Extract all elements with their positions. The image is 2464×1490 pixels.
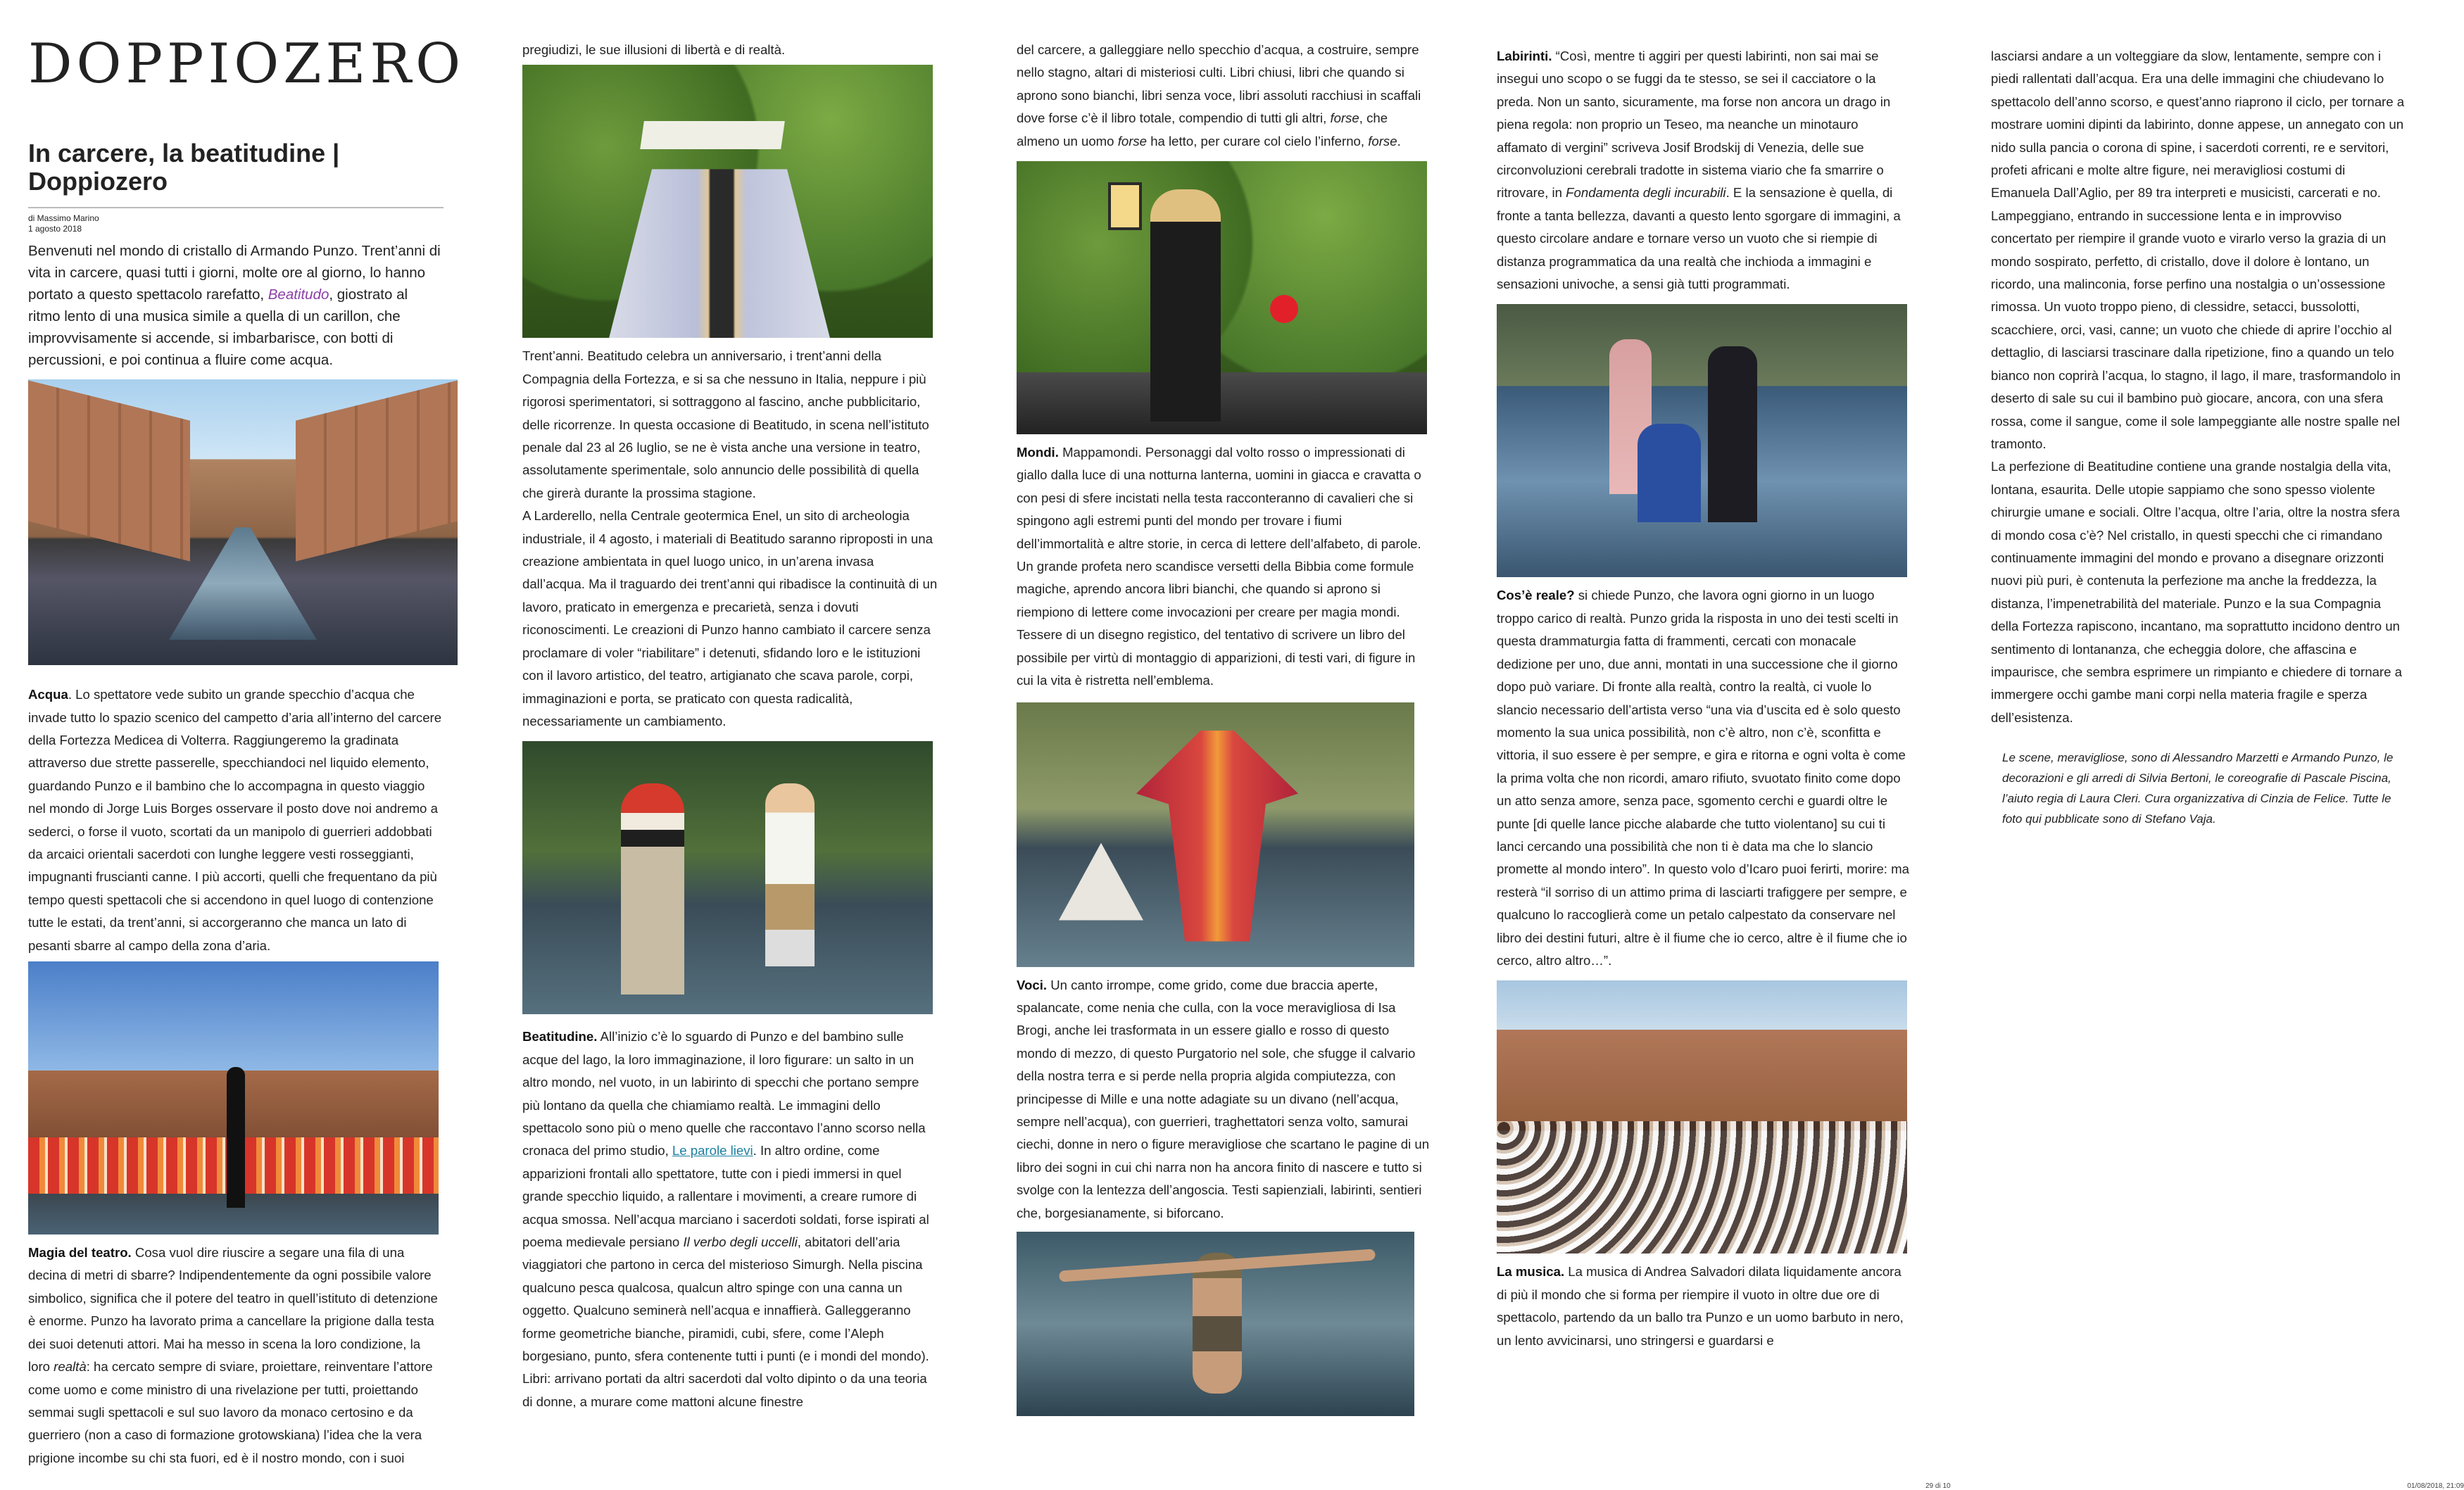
intro-paragraph: Benvenuti nel mondo di cristallo di Armando Punzo. Trent’anni di vita in carcere, quasi tutti i giorni, molte ore al giorno, lo hanno portato a questo spettacolo rarefatto, Beatitudo, giostrato al ritmo lento di una musica simile a quella di un carillon, che improvvisamente si accende, si imbarbarisce, con botti di percussioni, e poi continua a fluire come acqua. [28, 243, 441, 369]
site-logo[interactable]: DOPPIOZERO [28, 32, 465, 96]
column-2-continuation: pregiudizi, le sue illusioni di libertà e di realtà. [522, 42, 786, 57]
beatitudine-paragraph: Beatitudine. All’inizio c’è lo sguardo di Punzo e del bambino sulle acque del lago, la loro immaginazione, il loro figurare: un salto in un altro mondo, nel vuoto, in un labirinto di specchi che portano sempre più lontano da quella che chiamiamo realtà. Le immagini dello spettacolo sono più o meno quelle che raccontavo l’anno scorso nella cronaca del primo studio, Le parole lievi. In altro ordine, come apparizioni frontali allo spettatore, tutte con i piedi immersi in quel grande specchio liquido, a rallentare i movimenti, a creare rumore di acqua smossa. Nell’acqua marciano i sacerdoti soldati, forse ispirati al poema medievale persiano Il verbo degli uccelli, abitatori dell’aria viaggiatori che partono in cerca del misterioso Simurgh. Nella piscina qualcuno pesca qualcosa, qualcun altro spinge con una canna un oggetto. Qualcuno seminerà nell’acqua e innaffierà. Galleggeranno forme geometriche bianche, piramidi, cubi, sfere, come l’Aleph borgesiano, punto, sfera contenente tutti i punti (e i mondi del mondo). Libri: arrivano portati da altri sacerdoti dal volto dipinto o da una teoria di donne, a murare come mattoni alcune finestre [522, 1029, 929, 1409]
reale-paragraph: Cos’è reale? si chiede Punzo, che lavora ogni giorno in un luogo troppo carico di realtà. Punzo grida la risposta in uno dei testi scelti in questa drammaturgia fatta di frammenti, cercati con monacale dedizione per uno, due anni, montati in una successione che il giorno dopo può variare. Di fronte alla realtà, contro la realtà, ci vuole lo slancio necessario dell’artista verso “una via d’uscita ed è solo questo momento la sua unica possibilità, non c’è altro, non c’è, sconfitta e vittoria, il suo essere è per sempre, e gira e ritorna e ogni volta è come la prima volta che non ricordi, amaro rifiuto, svuotato finito come dopo un atto senza amore, senza pace, sgomento cerchi e guardi oltre le punte [di quelle lance picche alabarde che tutto violentano] su cui ti lanci cercando una possibilità che non ti è data ma che lo slancio promette al mondo intero”. In questo volo d’Icaro puoi ferirti, morire: ma resterà “il sorriso di un attimo prima di lasciarti trafiggere per sempre, e qualcuno lo raccoglierà come un petalo calpestato da conservare nel libro dei destini futuri, altre è il fiume che io cerco, altre è il fiume che io cerco, altro altro…”. [1497, 588, 1909, 968]
column-2 [522, 0, 938, 1413]
column-5-continuation: lasciarsi andare a un volteggiare da slow, lentamente, sempre con i piedi rallentati dall’acqua. Era una delle immagini che chiudevano lo spettacolo dell’anno scorso, e quest’anno riaprono il ciclo, per tornare a mostrare uomini dipinti da labirinto, donne appese, un annegato con un nido sulla pancia o corona di spine, i sacerdoti correnti, re e servitori, profeti africani e molte altre figure, nei meravigliosi costumi di Emanuela Dall’Aglio, per 89 tra interpreti e musicisti, carcerati e no. Lampeggiano, entrando in successione lenta e in improvviso concertato per riempire il grande vuoto e virarlo verso la grazia di un mondo sospirato, perfetto, di cristallo, dove il dolore è lontano, un ricordo, una malinconia, forse perfino una nostalgia o un’ossessione rimossa. Un vuoto troppo pieno, di clessidre, setacci, bussolotti, scacchiere, orci, vasi, canne; un vuoto che chiede di aprire l’occhio al dettaglio, di lasciarsi trascinare dalla ripetizione, fino a quando un telo bianco non coprirà l’acqua, lo stagno, il lago, il mare, trasformandolo in deserto di sale su cui il bambino può giocare, ancora, con una sfera rossa, come il sangue, come il sole lampeggiante alle nostre spalle nel tramonto. [1991, 49, 2405, 451]
labirinti-paragraph: Labirinti. “Così, mentre ti aggiri per questi labirinti, non sai mai se insegui uno scopo o se fuggi da te stesso, se sei il cacciatore o la preda. Non un santo, sicuramente, ma forse non ancora un drago in piena regola: non proprio un Teseo, ma neanche un minotauro affamato di vergini” scriveva Josif Brodskij di Venezia, delle sue circonvoluzioni cerebrali tradotte in sistema viario che fa smarrire o ritrovare, in Fondamenta degli incurabili. E la sensazione è quella, di fronte a tanta bellezza, davanti a questo lento sgorgare di immagini, a questo circolare andare e tornare verso un vuoto che si riempie di distanza programmatica da una realtà che inchioda a immagini e sensazioni univoche, a sensi già tutti programmati. [1497, 49, 1901, 292]
column-5 [1991, 0, 2406, 829]
le-parole-lievi-link[interactable]: Le parole lievi [672, 1143, 753, 1158]
photo-courtyard-water [28, 379, 458, 665]
photo-women-in-water [1497, 304, 1907, 577]
article-title: In carcere, la beatitudine | Doppiozero [28, 139, 340, 196]
photo-credits: Le scene, meravigliose, sono di Alessandro Marzetti e Armando Punzo, le decorazioni e gli arredi di Silvia Bertoni, le coreografie di Pascale Piscina, l’aiuto regia di Laura Cleri. Cura organizzativa di Cinzia de Felice. Tutte le foto qui pubblicate sono di Stefano Vaja. [2002, 751, 2394, 826]
article-meta [28, 213, 444, 234]
photo-audience-courtyard [1497, 980, 1907, 1254]
page-number: 29 di 10 [1925, 1482, 1951, 1490]
title-divider [28, 207, 444, 208]
article-author: di Massimo Marino [28, 213, 99, 224]
column-3 [1017, 0, 1432, 1416]
magia-paragraph: Magia del teatro. Cosa vuol dire riuscire a segare una fila di una decina di metri di sbarre? Indipendentemente da ogni possibile valore simbolico, significa che il potere del teatro in quell’istituto di detenzione è enorme. Punzo ha lavorato prima a cancellare la prigione dalla testa dei suoi detenuti attori. Mai ha messo in scena la loro condizione, la loro realtà: ha cercato sempre di sviare, proiettare, reinventare l’attore come uomo e come ministro di una rivelazione per tutti, proiettando semmai sugli spettacoli e sul suo lavoro da monaco certosino e da guerriero (non a caso di formazione grotowskiana) l’idea che la vera prigione incombe su chi sta fuori, ed è il nostro mondo, con i suoi [28, 1245, 438, 1465]
photo-lantern-man [1017, 161, 1427, 434]
trentanni-paragraph: Trent’anni. Beatitudo celebra un anniversario, i trent’anni della Compagnia della Fortezza, e si sa che nessuno in Italia, neppure i più rigorosi sperimentatori, si sottraggono al fascino, anche pubblicitario, delle ricorrenze. In questa occasione di Beatitudo, in scena nell’istituto penale dal 23 al 26 luglio, se ne è vista anche una versione in teatro, assolutamente sperimentale, solo annuncio delle possibilità di quella che girerà durante la prossima stagione. [522, 348, 929, 500]
page-timestamp: 01/08/2018, 21:09 [2407, 1482, 2464, 1490]
article-date: 1 agosto 2018 [28, 224, 82, 234]
photo-book-over-head [522, 65, 933, 338]
photo-floating-man [1017, 1232, 1414, 1416]
voci-paragraph: Voci. Un canto irrompe, come grido, come due braccia aperte, spalancate, come nenia che culla, con la voce meravigliosa di Isa Brogi, anche lei trasformata in un essere giallo e rosso di questo mondo di mezzo, di questo Purgatorio nel sole, che sfugge il calvario della nostra terra e si perde nella propria algida compiutezza, con principesse di Mille e una notte adagiate su un divano (nell’acqua, sempre nell’acqua), con guerrieri, traghettatori senza volto, samurai ciechi, donne in nero o figure meravigliose che scartano le pagine di un libro dei sogni in cui chi narra non ha ancora finito di nascere e tutto si svolge con la lentezza dell’angoscia. Testi sapienziali, labirinti, sentieri che, borgesianamente, si biforcano. [1017, 977, 1430, 1220]
perfezione-paragraph: La perfezione di Beatitudine contiene una grande nostalgia della vita, lontana, esaurita. Delle utopie sappiamo che sono spesso violente chirurgie umane e sociali. Oltre l’acqua, oltre l’aria, oltre la nostra sfera di mondo cosa c’è? Nel cristallo, in questi specchi che ci rimandano continuamente immagini del mondo e provano a disegnare orizzonti nuovi più puri, è contenuta la perfezione ma anche la freddezza, la distanza, l’impenetrabilità del materiale. Punzo e la sua Compagnia della Fortezza rapiscono, incantano, ma soprattutto incidono dentro un sentimento di lontananza, che echeggia dolore, che affascina e impaurisce, che sembra esprimere un rimpianto e chiedere di tornare a immergere occhi gambe mani corpi nella materia fragile e sperza dell’esistenza. [1991, 459, 2402, 725]
photo-singer [1017, 702, 1414, 967]
beatitudo-link[interactable]: Beatitudo [268, 286, 329, 303]
photo-punzo-and-boy [522, 741, 933, 1014]
column-3-continuation: del carcere, a galleggiare nello specchio d’acqua, a costruire, sempre nello stagno, altari di misteriosi culti. Libri chiusi, libri che quando si aprono sono bianchi, libri senza voce, libri assoluti racchiusi in scaffali dove forse c’è il libro totale, compendio di tutti gli altri, forse, che almeno un uomo forse ha letto, per curare col cielo l’inferno, forse. [1017, 42, 1421, 149]
column-1 [28, 0, 465, 1470]
column-4 [1497, 0, 1912, 1352]
musica-paragraph: La musica. La musica di Andrea Salvadori dilata liquidamente ancora di più il mondo che si forma per riempire il vuoto in oltre due ore di spettacolo, partendo da un ballo tra Punzo e un uomo barbuto in nero, un lento avvicinarsi, uno stringersi e guardarsi e [1497, 1264, 1904, 1348]
photo-red-performers [28, 961, 439, 1235]
acqua-paragraph: Acqua. Lo spettatore vede subito un grande specchio d’acqua che invade tutto lo spazio scenico del campetto d’aria all’interno del carcere della Fortezza Medicea di Volterra. Raggiungeremo la gradinata attraverso due strette passerelle, specchiandoci nel liquido elemento, guardando Punzo e il bambino che lo accompagna in questo viaggio nel mondo di Jorge Luis Borges osservare il posto dove noi andremo a sederci, o forse il vuoto, scortati da un manipolo di guerrieri addobbati da arcaici orientali sacerdoti con lunghe leggere vesti rosseggianti, impugnanti fruscianti canne. I più accorti, quelli che frequentano da più tempo questi spettacoli che si accendono in quel luogo di contenzione tutte le estati, da trent’anni, si accorgeranno che manca un lato di pesanti sbarre al campo della zona d’aria. [28, 687, 442, 953]
larderello-paragraph: A Larderello, nella Centrale geotermica Enel, un sito di archeologia industriale, il 4 agosto, i materiali di Beatitudo saranno riproposti in una creazione ambientata in quel luogo unico, in un’arena invasa dall’acqua. Ma il traguardo dei trent’anni qui ribadisce la continuità di un lavoro, praticato in emergenza e precarietà, senza i dovuti riconoscimenti. Le creazioni di Punzo hanno cambiato il carcere senza proclamare di voler “riabilitare” i detenuti, sfidando loro e le istituzioni con il lavoro artistico, del teatro, artigianato che scava parole, corpi, immaginazioni e porta, se praticato con questa radicalità, necessariamente un cambiamento. [522, 508, 938, 728]
mondi-paragraph: Mondi. Mappamondi. Personaggi dal volto rosso o impressionati di giallo dalla luce di una notturna lanterna, uomini in giacca e cravatta o con pesi di sfere incistati nella testa racconteranno di cavalieri che si spingono agli estremi punti del mondo per trovare i fiumi dell’immortalità e altre storie, in cerca di lettere dell’alfabeto, di parole. Un grande profeta nero scandisce versetti della Bibbia come formule magiche, aprendo ancora libri bianchi, che quando si aprono si riempiono di lettere come invocazioni per creare per magia mondi. Tessere di un disegno registico, del tentativo di scrivere un libro del possibile per virtù di montaggio di apparizioni, di testi vari, di figure in cui la vita è ristretta nell’emblema. [1017, 445, 1421, 688]
